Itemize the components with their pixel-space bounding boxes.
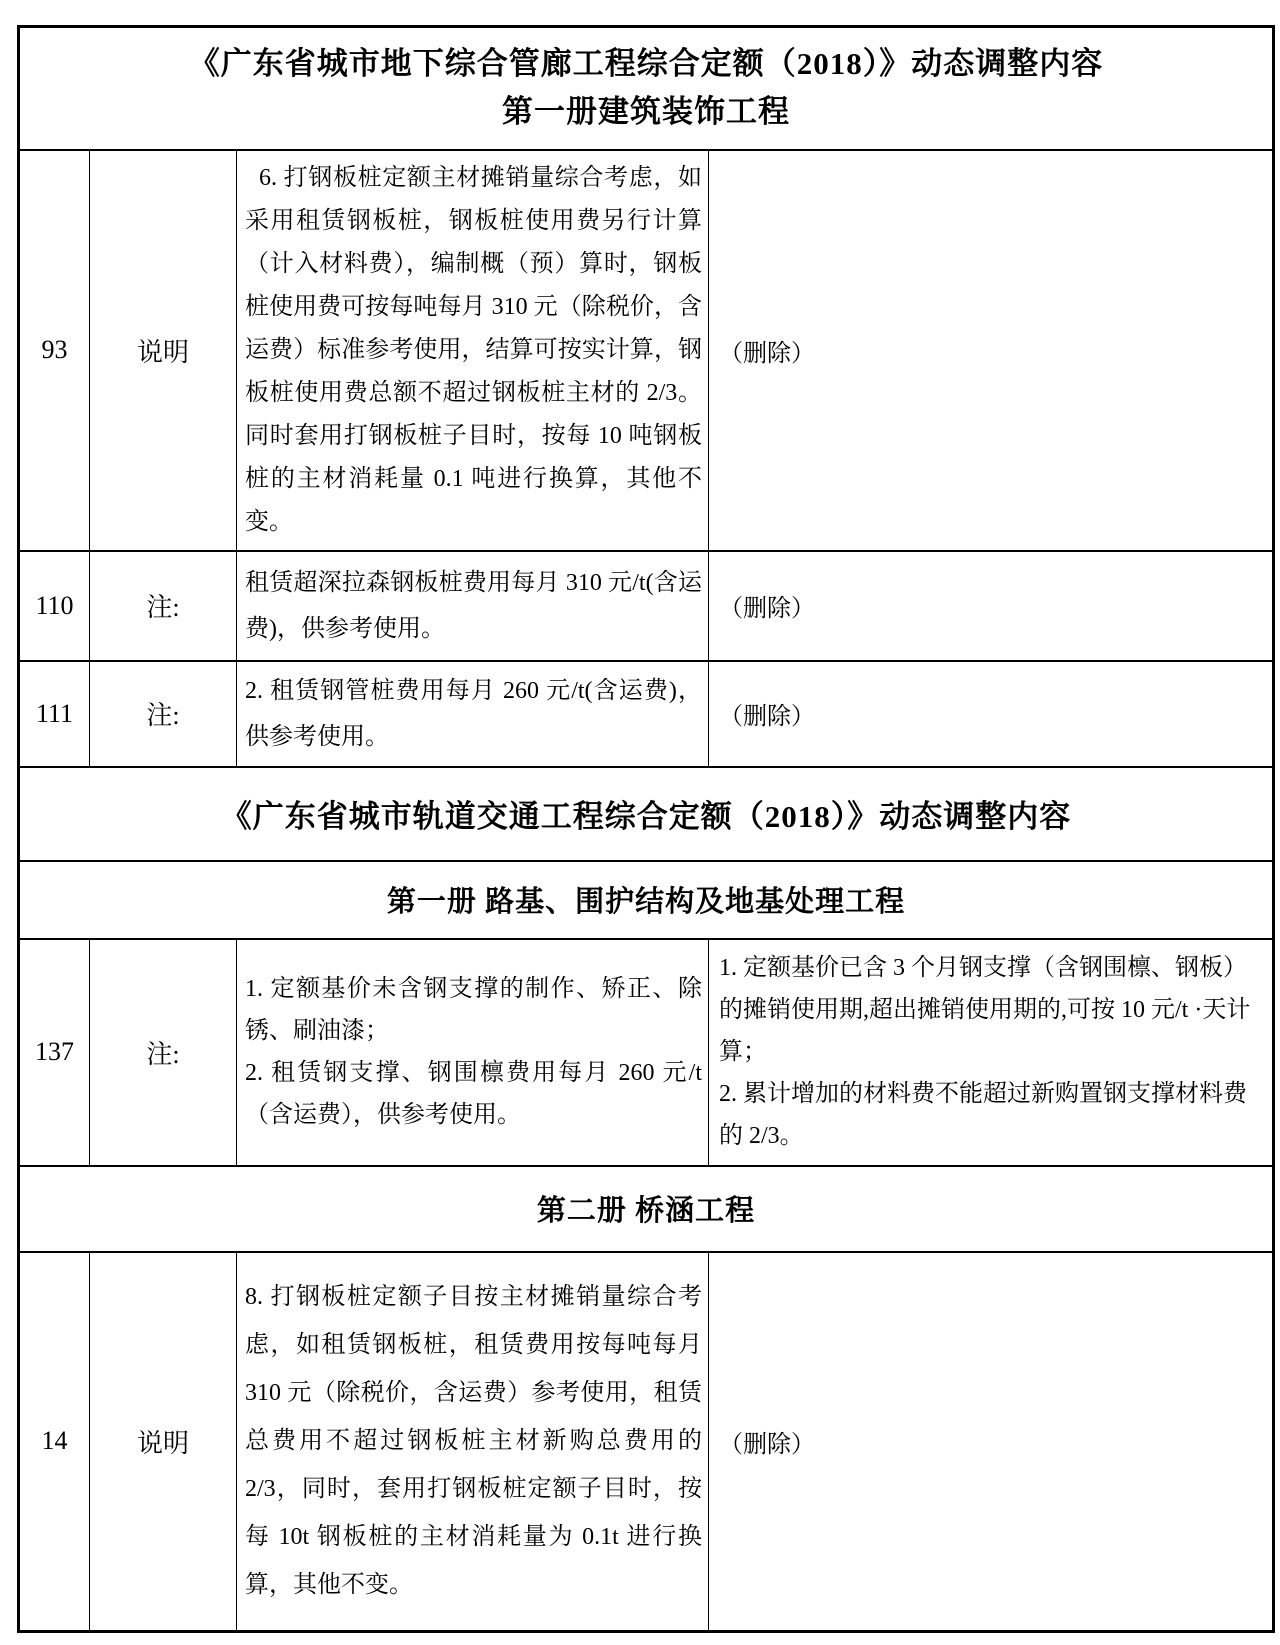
row-adjustment: （删除） <box>709 150 1274 551</box>
document-title-line1: 《广东省城市地下综合管廊工程综合定额（2018）》动态调整内容 <box>188 46 1104 82</box>
row-type-label: 注: <box>90 661 237 767</box>
table-row <box>19 150 1274 551</box>
rail-transit-section-title: 《广东省城市轨道交通工程综合定额（2018）》动态调整内容 <box>19 767 1274 861</box>
book1-title: 第一册 路基、围护结构及地基处理工程 <box>19 861 1274 939</box>
book2-title: 第二册 桥涵工程 <box>19 1166 1274 1252</box>
adjustment-item2: 2. 累计增加的材料费不能超过新购置钢支撑材料费的 2/3。 <box>719 1081 1247 1149</box>
original-text-item2: 2. 租赁钢支撑、钢围檩费用每月 260 元/t（含运费），供参考使用。 <box>245 1060 702 1128</box>
row-adjustment <box>709 939 1274 1166</box>
row-number: 110 <box>19 551 90 661</box>
row-original-text: 8. 打钢板桩定额子目按主材摊销量综合考虑，如租赁钢板桩，租赁费用按每吨每月 310 元（除税价，含运费）参考使用，租赁总费用不超过钢板桩主材新购总费用的 2/3，同时，套用打钢板桩定额子目时，按每 10t 钢板桩的主材消耗量为 0.1t 进行换算，其他不变。 <box>237 1252 709 1632</box>
table-row <box>19 551 1274 661</box>
document-title-line2: 第一册建筑装饰工程 <box>502 94 790 130</box>
row-original-text: 租赁超深拉森钢板桩费用每月 310 元/t(含运费)，供参考使用。 <box>237 551 709 661</box>
book-title-row <box>19 1166 1274 1252</box>
document-title-cell <box>19 27 1274 150</box>
row-type-label: 说明 <box>90 150 237 551</box>
table-row <box>19 661 1274 767</box>
table-title-row <box>19 27 1274 150</box>
book-title-row <box>19 861 1274 939</box>
row-adjustment: （删除） <box>709 551 1274 661</box>
row-type-label: 注: <box>90 551 237 661</box>
original-text-item1: 1. 定额基价未含钢支撑的制作、矫正、除锈、刷油漆； <box>245 976 702 1044</box>
table-row <box>19 939 1274 1166</box>
row-adjustment: （删除） <box>709 1252 1274 1632</box>
row-type-label: 说明 <box>90 1252 237 1632</box>
row-number: 14 <box>19 1252 90 1632</box>
row-number: 93 <box>19 150 90 551</box>
section-title-row <box>19 767 1274 861</box>
table-row <box>19 1252 1274 1632</box>
row-original-text <box>237 939 709 1166</box>
row-number: 137 <box>19 939 90 1166</box>
row-adjustment: （删除） <box>709 661 1274 767</box>
row-type-label: 注: <box>90 939 237 1166</box>
quota-adjustment-table <box>17 25 1275 1633</box>
adjustment-item1: 1. 定额基价已含 3 个月钢支撑（含钢围檩、钢板）的摊销使用期,超出摊销使用期的,可按 10 元/t ·天计算； <box>719 955 1251 1065</box>
row-number: 111 <box>19 661 90 767</box>
row-original-text: 6. 打钢板桩定额主材摊销量综合考虑，如采用租赁钢板桩，钢板桩使用费另行计算（计入材料费），编制概（预）算时，钢板桩使用费可按每吨每月 310 元（除税价，含运费）标准参考使用，结算可按实计算，钢板桩使用费总额不超过钢板桩主材的 2/3。同时套用打钢板桩子目时，按每 10 吨钢板桩的主材消耗量 0.1 吨进行换算，其他不变。 <box>237 150 709 551</box>
row-original-text: 2. 租赁钢管桩费用每月 260 元/t(含运费)，供参考使用。 <box>237 661 709 767</box>
